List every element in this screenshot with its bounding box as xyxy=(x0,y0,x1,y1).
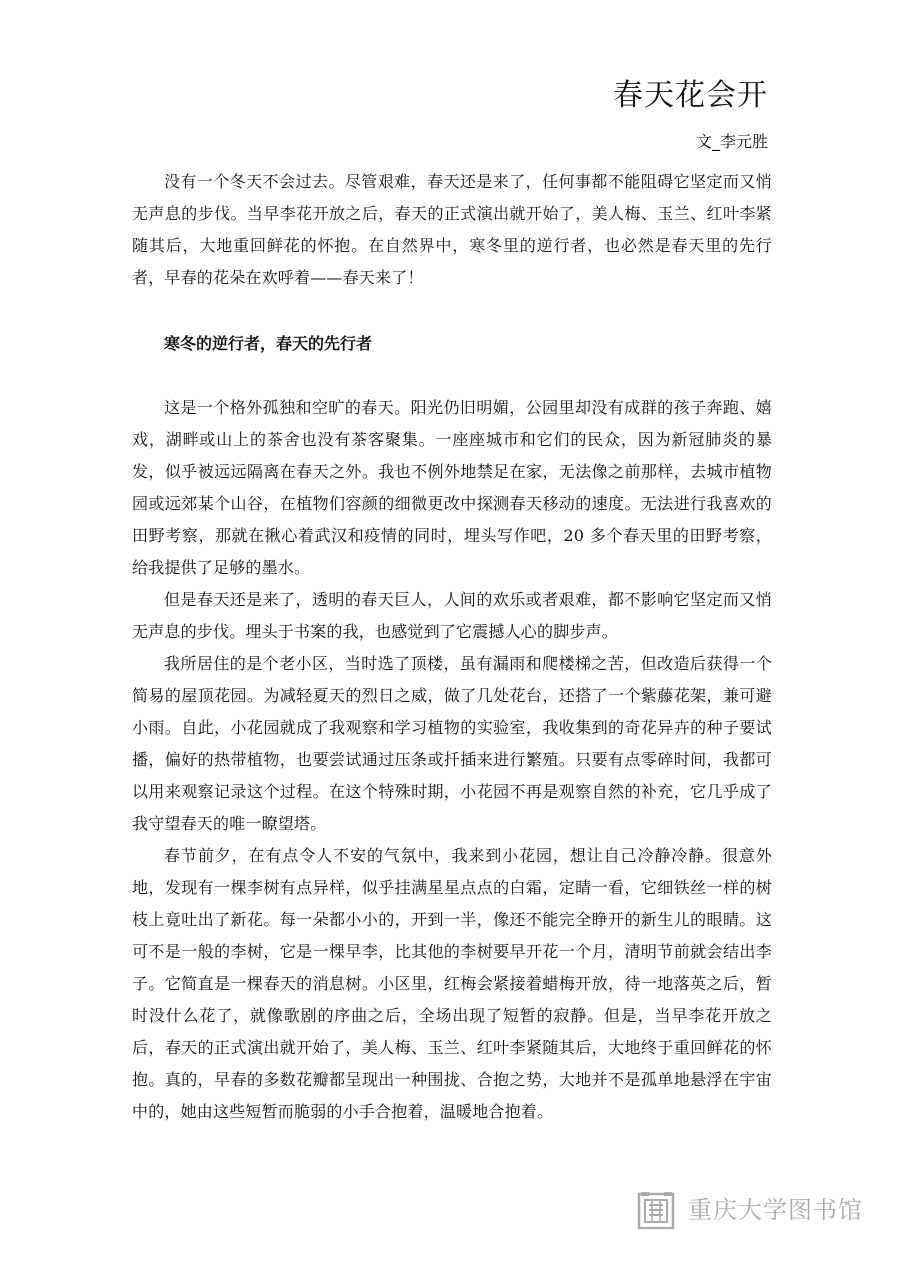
article-body xyxy=(132,166,772,1128)
library-seal-icon xyxy=(636,1189,678,1231)
section-heading: 寒冬的逆行者，春天的先行者 xyxy=(164,334,373,353)
body-paragraph-4: 春节前夕，在有点令人不安的气氛中，我来到小花园，想让自己冷静冷静。很意外地，发现有一棵李树有点异样，似乎挂满星星点点的白霜，定睛一看，它细铁丝一样的树枝上竟吐出了新花。每一朵都小小的，开到一半，像还不能完全睁开的新生儿的眼睛。这可不是一般的李树，它是一棵早李，比其他的李树要早开花一个月，清明节前就会结出李子。它简直是一棵春天的消息树。小区里，红梅会紧接着蜡梅开放，待一地落英之后，暂时没什么花了，就像歌剧的序曲之后，全场出现了短暂的寂静。但是，当早李花开放之后，春天的正式演出就开始了，美人梅、玉兰、红叶李紧随其后，大地终于重回鲜花的怀抱。真的，早春的多数花瓣都呈现出一种围拢、合抱之势，大地并不是孤单地悬浮在宇宙中的，她由这些短暂而脆弱的小手合抱着，温暖地合抱着。 xyxy=(132,846,772,1121)
body-paragraph-3: 我所居住的是个老小区，当时选了顶楼，虽有漏雨和爬楼梯之苦，但改造后获得一个简易的屋顶花园。为减轻夏天的烈日之威，做了几处花台，还搭了一个紫藤花架，兼可避小雨。自此，小花园就成了我观察和学习植物的实验室，我收集到的奇花异卉的种子要试播，偏好的热带植物，也要尝试通过压条或扦插来进行繁殖。只要有点零碎时间，我都可以用来观察记录这个过程。在这个特殊时期，小花园不再是观察自然的补充，它几乎成了我守望春天的唯一瞭望塔。 xyxy=(132,654,772,833)
library-watermark xyxy=(636,1188,866,1232)
library-name: 重庆大学图书馆 xyxy=(688,1196,863,1224)
intro-paragraph: 没有一个冬天不会过去。尽管艰难，春天还是来了，任何事都不能阻碍它坚定而又悄无声息的步伐。当早李花开放之后，春天的正式演出就开始了，美人梅、玉兰、红叶李紧随其后，大地重回鲜花的怀抱。在自然界中，寒冬里的逆行者，也必然是春天里的先行者，早春的花朵在欢呼着——春天来了！ xyxy=(132,172,772,287)
body-paragraph-2: 但是春天还是来了，透明的春天巨人，人间的欢乐或者艰难，都不影响它坚定而又悄无声息的步伐。埋头于书案的我，也感觉到了它震撼人心的脚步声。 xyxy=(132,590,772,641)
article-author: 文_李元胜 xyxy=(695,132,768,151)
body-paragraph-1: 这是一个格外孤独和空旷的春天。阳光仍旧明媚，公园里却没有成群的孩子奔跑、嬉戏，湖畔或山上的茶舍也没有茶客聚集。一座座城市和它们的民众，因为新冠肺炎的暴发，似乎被远远隔离在春天之外。我也不例外地禁足在家，无法像之前那样，去城市植物园或远郊某个山谷，在植物们容颜的细微更改中探测春天移动的速度。无法进行我喜欢的田野考察，那就在揪心着武汉和疫情的同时，埋头写作吧，20 多个春天里的田野考察，给我提供了足够的墨水。 xyxy=(132,398,772,577)
article-title: 春天花会开 xyxy=(613,78,768,113)
